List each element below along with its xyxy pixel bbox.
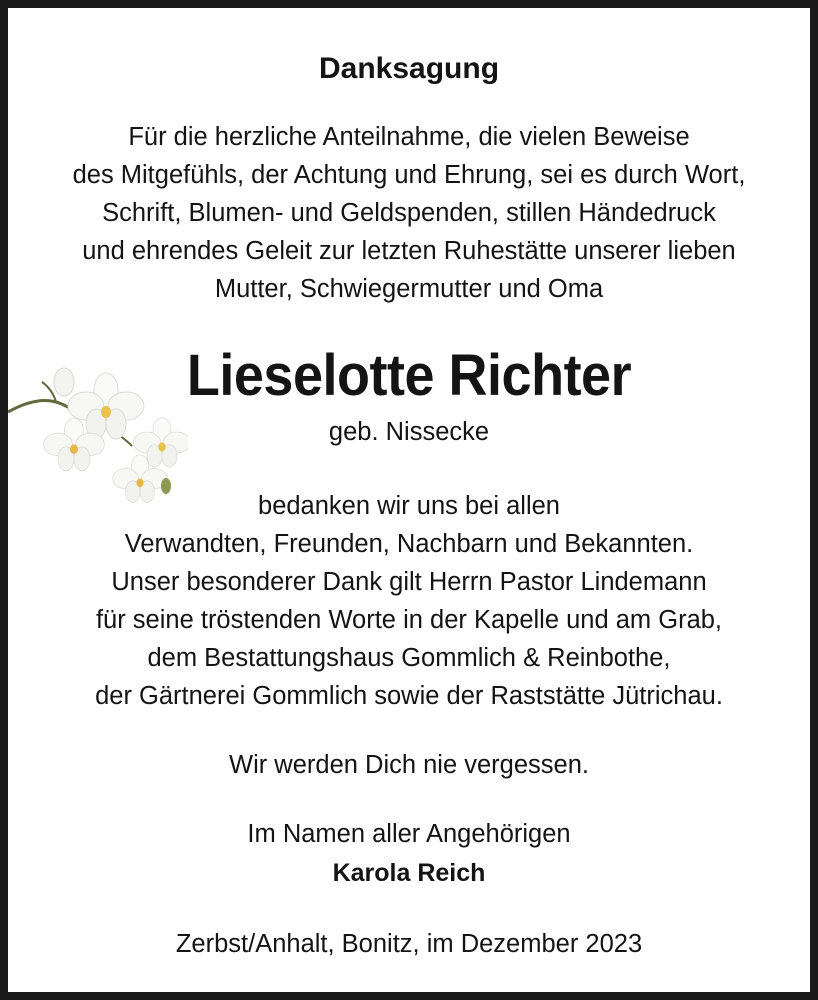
place-date: Zerbst/Anhalt, Bonitz, im Dezember 2023: [175, 930, 643, 958]
thanks-line: bedanken wir uns bei allen: [258, 492, 560, 520]
thanks-line: für seine tröstenden Worte in der Kapelle und am Grab,: [95, 606, 723, 634]
deceased-name: Lieselotte Richter: [186, 343, 632, 408]
intro-line: Mutter, Schwiegermutter und Oma: [214, 275, 604, 303]
intro-line: Schrift, Blumen- und Geldspenden, stillen Händedruck: [102, 199, 716, 227]
thanks-line: Unser besonderer Dank gilt Herrn Pastor Lindemann: [111, 568, 707, 596]
remembrance-line: Wir werden Dich nie vergessen.: [229, 751, 589, 779]
intro-line: und ehrendes Geleit zur letzten Ruhestätte unserer lieben: [82, 237, 736, 265]
thanks-line: der Gärtnerei Gommlich sowie der Raststätte Jütrichau.: [95, 682, 723, 710]
thanks-line: Verwandten, Freunden, Nachbarn und Bekannten.: [124, 530, 694, 558]
birth-name: geb. Nissecke: [328, 418, 490, 446]
intro-line: Für die herzliche Anteilnahme, die vielen Beweise: [128, 123, 690, 151]
intro-line: des Mitgefühls, der Achtung und Ehrung, sei es durch Wort,: [72, 161, 746, 189]
page-title: Danksagung: [318, 52, 500, 85]
on-behalf-line: Im Namen aller Angehörigen: [247, 820, 571, 848]
thanks-line: dem Bestattungshaus Gommlich & Reinbothe,: [147, 644, 671, 672]
signer-name: Karola Reich: [332, 859, 486, 887]
